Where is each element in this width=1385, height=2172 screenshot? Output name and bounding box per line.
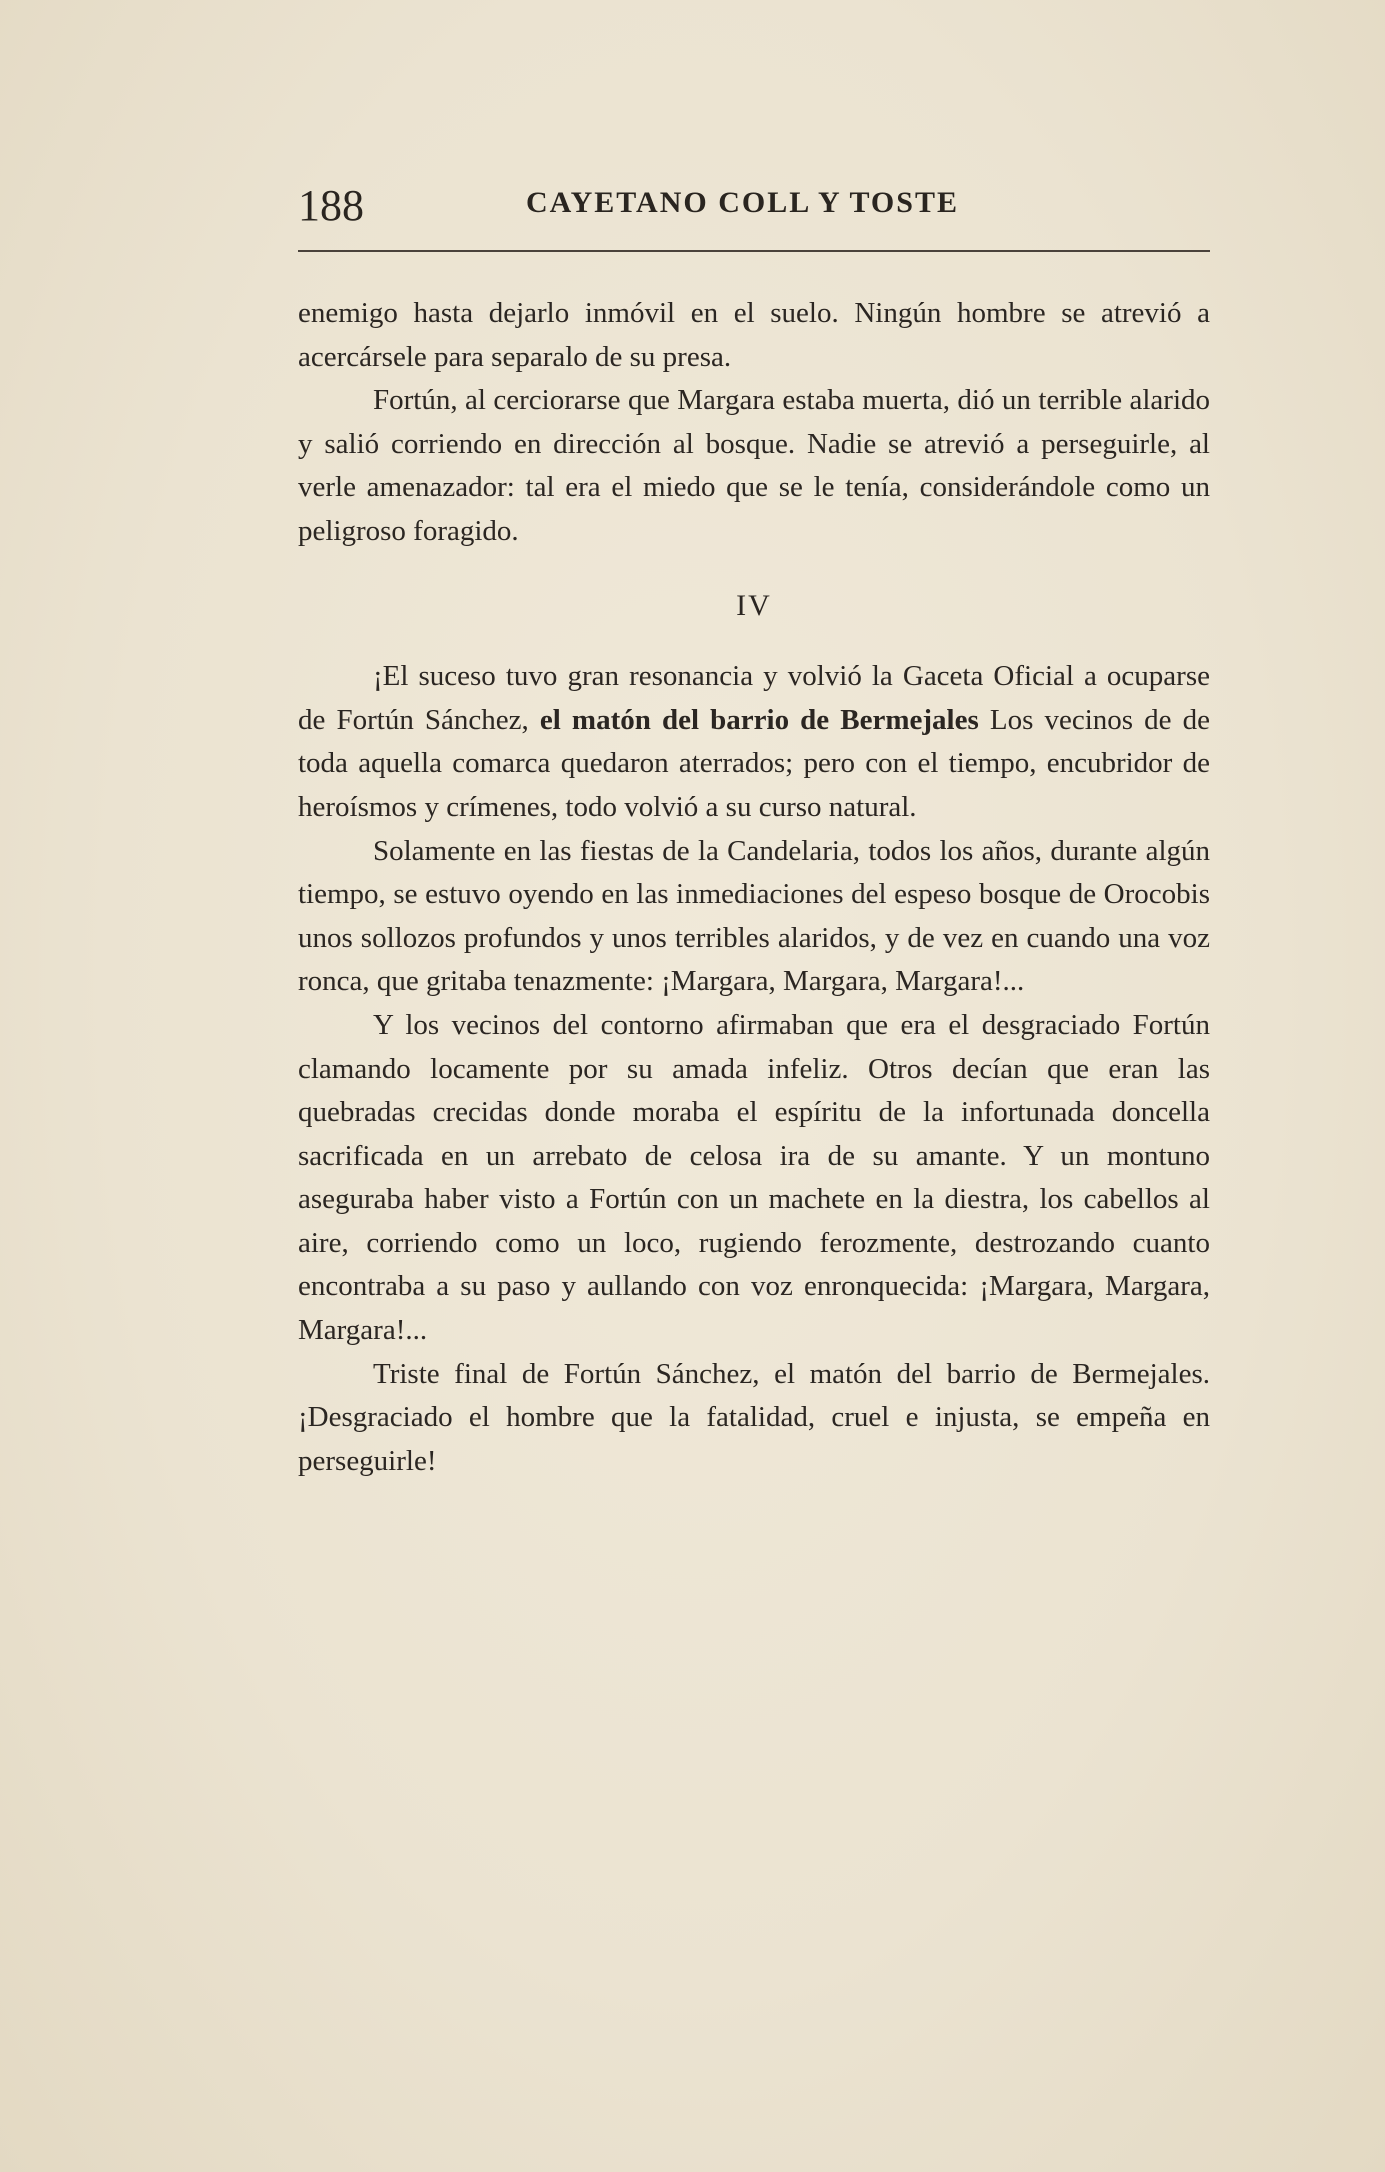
paragraph-3 — [298, 655, 1210, 829]
page-number: 188 — [298, 181, 364, 230]
paragraph-3-end: Los vecinos de de toda aquella comarca quedaron aterrados; pero con el tiempo, encubridor de heroísmos y crímenes, todo volvió a su curso natural. — [298, 703, 1211, 823]
body-text — [298, 292, 1210, 1483]
section-title: IV — [736, 588, 772, 622]
paragraph-2: Fortún, al cerciorarse que Margara estaba muerta, dió un terrible alarido y salió corriendo en dirección al bosque. Nadie se atrevió a perseguirle, al verle amenazador: tal era el miedo que se le tenía, considerándole como un peligroso foragido. — [298, 384, 1210, 547]
paragraph-4: Solamente en las fiestas de la Candelaria, todos los años, durante algún tiempo, se estuvo oyendo en las inmediaciones del espeso bosque de Orocobis unos sollozos profundos y unos terribles alaridos, y de vez en cuando una voz ronca, que gritaba tenazmente: ¡Margara, Margara, Margara!... — [298, 834, 1210, 998]
paragraph-5: Y los vecinos del contorno afirmaban que era el desgraciado Fortún clamando locamente por su amada infeliz. Otros decían que eran las quebradas crecidas donde moraba el espíritu de la infortunada doncella sacrificada en un arrebato de celosa ira de su amante. Y un montuno aseguraba haber visto a Fortún con un machete en la diestra, los cabellos al aire, corriendo como un loco, rugiendo ferozmente, destrozando cuanto encontraba a su paso y aullando con voz enronquecida: ¡Margara, Margara, Margara!... — [298, 1008, 1210, 1347]
paragraph-6: Triste final de Fortún Sánchez, el matón del barrio de Bermejales. ¡Desgraciado el hombre que la fatalidad, cruel e injusta, se empeña en perseguirle! — [298, 1357, 1210, 1477]
page-header — [298, 180, 1210, 240]
paragraph-1: enemigo hasta dejarlo inmóvil en el suelo. Ningún hombre se atrevió a acercársele para separalo de su presa. — [298, 297, 1210, 373]
paragraph-3-bold: el matón del barrio de Bermejales — [539, 703, 979, 736]
running-title: CAYETANO COLL Y TOSTE — [526, 186, 959, 219]
paragraph-3-start: ¡El suceso tuvo gran resonancia y volvió la Gaceta Oficial a ocuparse de Fortún Sánchez, — [298, 660, 1210, 736]
header-rule — [298, 250, 1210, 252]
